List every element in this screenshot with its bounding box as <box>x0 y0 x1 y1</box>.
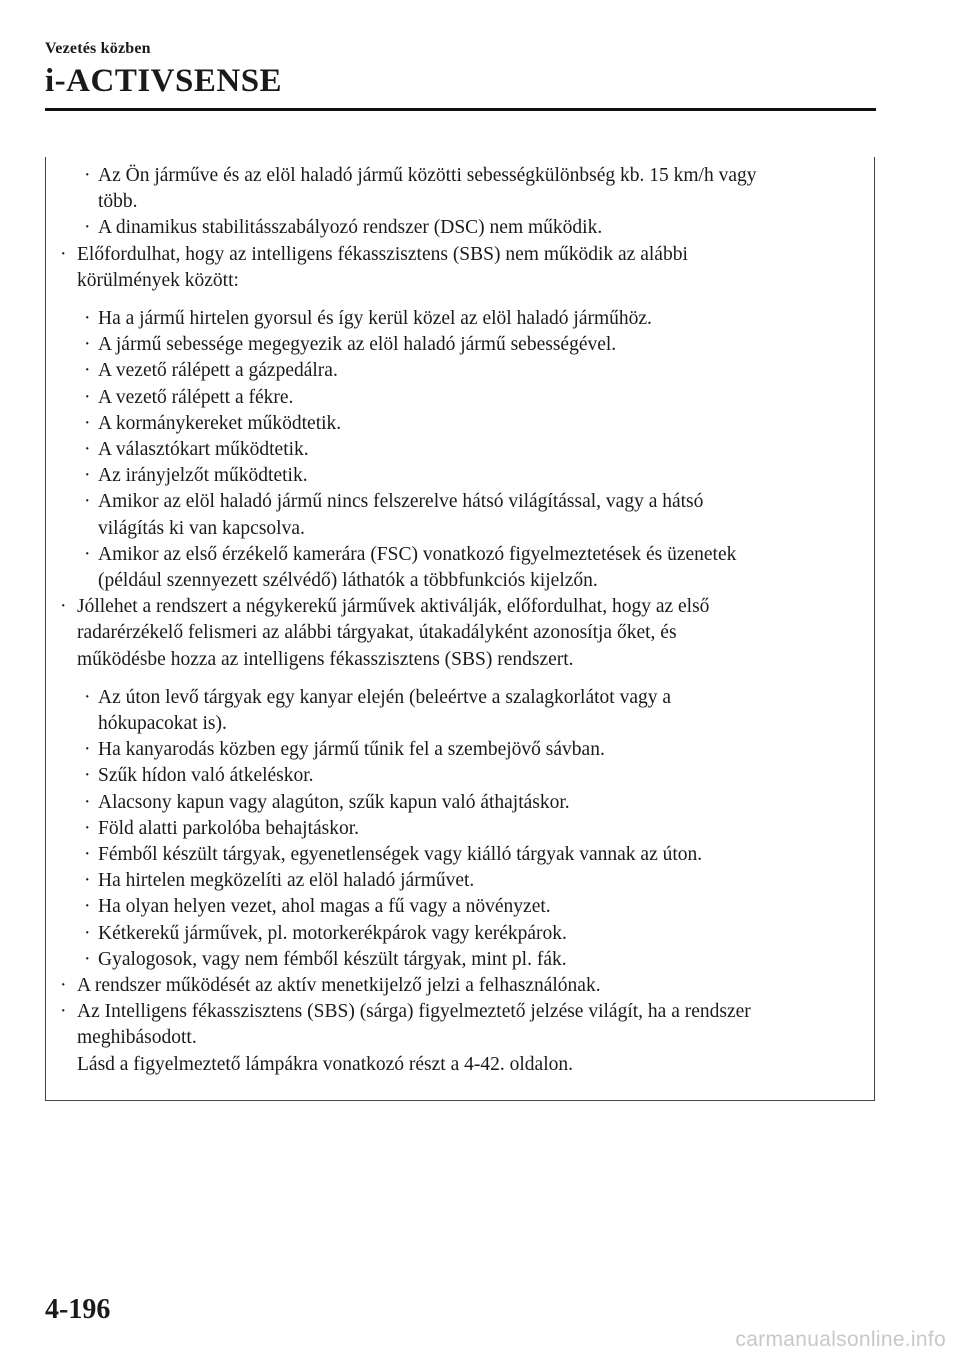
list-item-line: hókupacokat is). <box>98 713 227 734</box>
list-item-line: (például szennyezett szélvédő) láthatók a többfunkciós kijelzőn. <box>98 570 598 591</box>
bullet-icon: · <box>60 975 67 996</box>
bullet-icon: · <box>84 491 91 513</box>
list-item-line: világítás ki van kapcsolva. <box>98 517 305 539</box>
list-item-line: Szűk hídon való átkeléskor. <box>98 765 314 787</box>
watermark: carmanualsonline.info <box>735 1328 946 1351</box>
bullet-icon: · <box>84 334 91 356</box>
list-item-line: Gyalogosok, vagy nem fémből készült tárgyak, mint pl. fák. <box>98 948 567 970</box>
list-item-line: A dinamikus stabilitásszabályozó rendszer (DSC) nem működik. <box>98 217 603 239</box>
paragraph-line: Lásd a figyelmeztető lámpákra vonatkozó részt a 4-42. oldalon. <box>77 1053 573 1075</box>
bullet-icon: · <box>84 686 91 708</box>
bullet-icon: · <box>84 439 91 460</box>
bullet-icon: · <box>84 896 91 918</box>
list-item-line: több. <box>98 191 138 213</box>
list-item-line: Az úton levő tárgyak egy kanyar elején (beleértve a szalagkorlátot vagy a <box>98 686 672 708</box>
list-item-line: A vezető rálépett a gázpedálra. <box>98 360 338 382</box>
bullet-icon: · <box>84 765 91 787</box>
list-item-line: Ha kanyarodás közben egy jármű tűnik fel a szembejövő sávban. <box>98 739 605 761</box>
bullet-icon: · <box>60 596 67 618</box>
bullet-icon: · <box>84 412 91 434</box>
list-item-line: A vezető rálépett a fékre. <box>98 386 294 408</box>
list-item-line: Ha olyan helyen vezet, ahol magas a fű vagy a növényzet. <box>98 896 551 918</box>
list-item-line: Amikor az elöl haladó jármű nincs felszerelve hátsó világítással, vagy a hátsó <box>98 491 704 513</box>
section-label: Vezetés közben <box>45 40 151 57</box>
bullet-icon: · <box>84 465 91 487</box>
bullet-icon: · <box>84 386 91 408</box>
paragraph-line: Az Intelligens fékasszisztens (SBS) (sárga) figyelmeztető jelzése világít, ha a rendszer <box>77 1001 751 1023</box>
paragraph-line: Előfordulhat, hogy az intelligens fékasszisztens (SBS) nem működik az alábbi <box>77 243 688 265</box>
bullet-icon: · <box>84 217 91 239</box>
bullet-icon: · <box>60 243 67 265</box>
list-item-line: Az Ön járműve és az elöl haladó jármű közötti sebességkülönbség kb. 15 km/h vagy <box>98 165 757 186</box>
bullet-icon: · <box>60 1001 67 1023</box>
paragraph-line: Jóllehet a rendszert a négykerekű járművek aktiválják, előfordulhat, hogy az első <box>77 596 710 618</box>
list-item-line: Kétkerekű járművek, pl. motorkerékpárok vagy kerékpárok. <box>98 922 567 944</box>
list-item-line: Ha hirtelen megközelíti az elöl haladó járművet. <box>98 870 475 892</box>
bullet-icon: · <box>84 360 91 382</box>
page-title: i-ACTIVSENSE <box>45 63 283 99</box>
paragraph-line: A rendszer működését az aktív menetkijelző jelzi a felhasználónak. <box>77 975 601 996</box>
bullet-icon: · <box>84 308 91 329</box>
bullet-icon: · <box>84 844 91 865</box>
bullet-icon: · <box>84 543 91 565</box>
list-item-line: Föld alatti parkolóba behajtáskor. <box>98 817 360 839</box>
bullet-icon: · <box>84 948 91 970</box>
page-number: 4-196 <box>45 1294 111 1325</box>
bullet-icon: · <box>84 739 91 761</box>
list-item-line: Az irányjelzőt működtetik. <box>98 465 308 487</box>
list-item-line: A választókart működtetik. <box>98 439 309 460</box>
bullet-icon: · <box>84 791 91 813</box>
list-item-line: A jármű sebessége megegyezik az elöl haladó jármű sebességével. <box>98 334 617 356</box>
paragraph-line: radarérzékelő felismeri az alábbi tárgyakat, útakadályként azonosítja őket, és <box>77 622 677 644</box>
list-item-line: Alacsony kapun vagy alagúton, szűk kapun való áthajtáskor. <box>98 791 570 813</box>
paragraph-line: körülmények között: <box>77 269 239 291</box>
list-item-line: Fémből készült tárgyak, egyenetlenségek vagy kiálló tárgyak vannak az úton. <box>98 844 703 865</box>
paragraph-line: meghibásodott. <box>77 1027 197 1049</box>
bullet-icon: · <box>84 817 91 839</box>
paragraph-line: működésbe hozza az intelligens fékasszisztens (SBS) rendszert. <box>77 648 574 670</box>
bullet-icon: · <box>84 165 91 186</box>
list-item-line: A kormánykereket működtetik. <box>98 412 342 434</box>
list-item-line: Ha a jármű hirtelen gyorsul és így kerül közel az elöl haladó járműhöz. <box>98 308 652 329</box>
bullet-icon: · <box>84 922 91 944</box>
list-item-line: Amikor az első érzékelő kamerára (FSC) vonatkozó figyelmeztetések és üzenetek <box>98 543 737 565</box>
header-rule <box>45 108 876 111</box>
bullet-icon: · <box>84 870 91 892</box>
